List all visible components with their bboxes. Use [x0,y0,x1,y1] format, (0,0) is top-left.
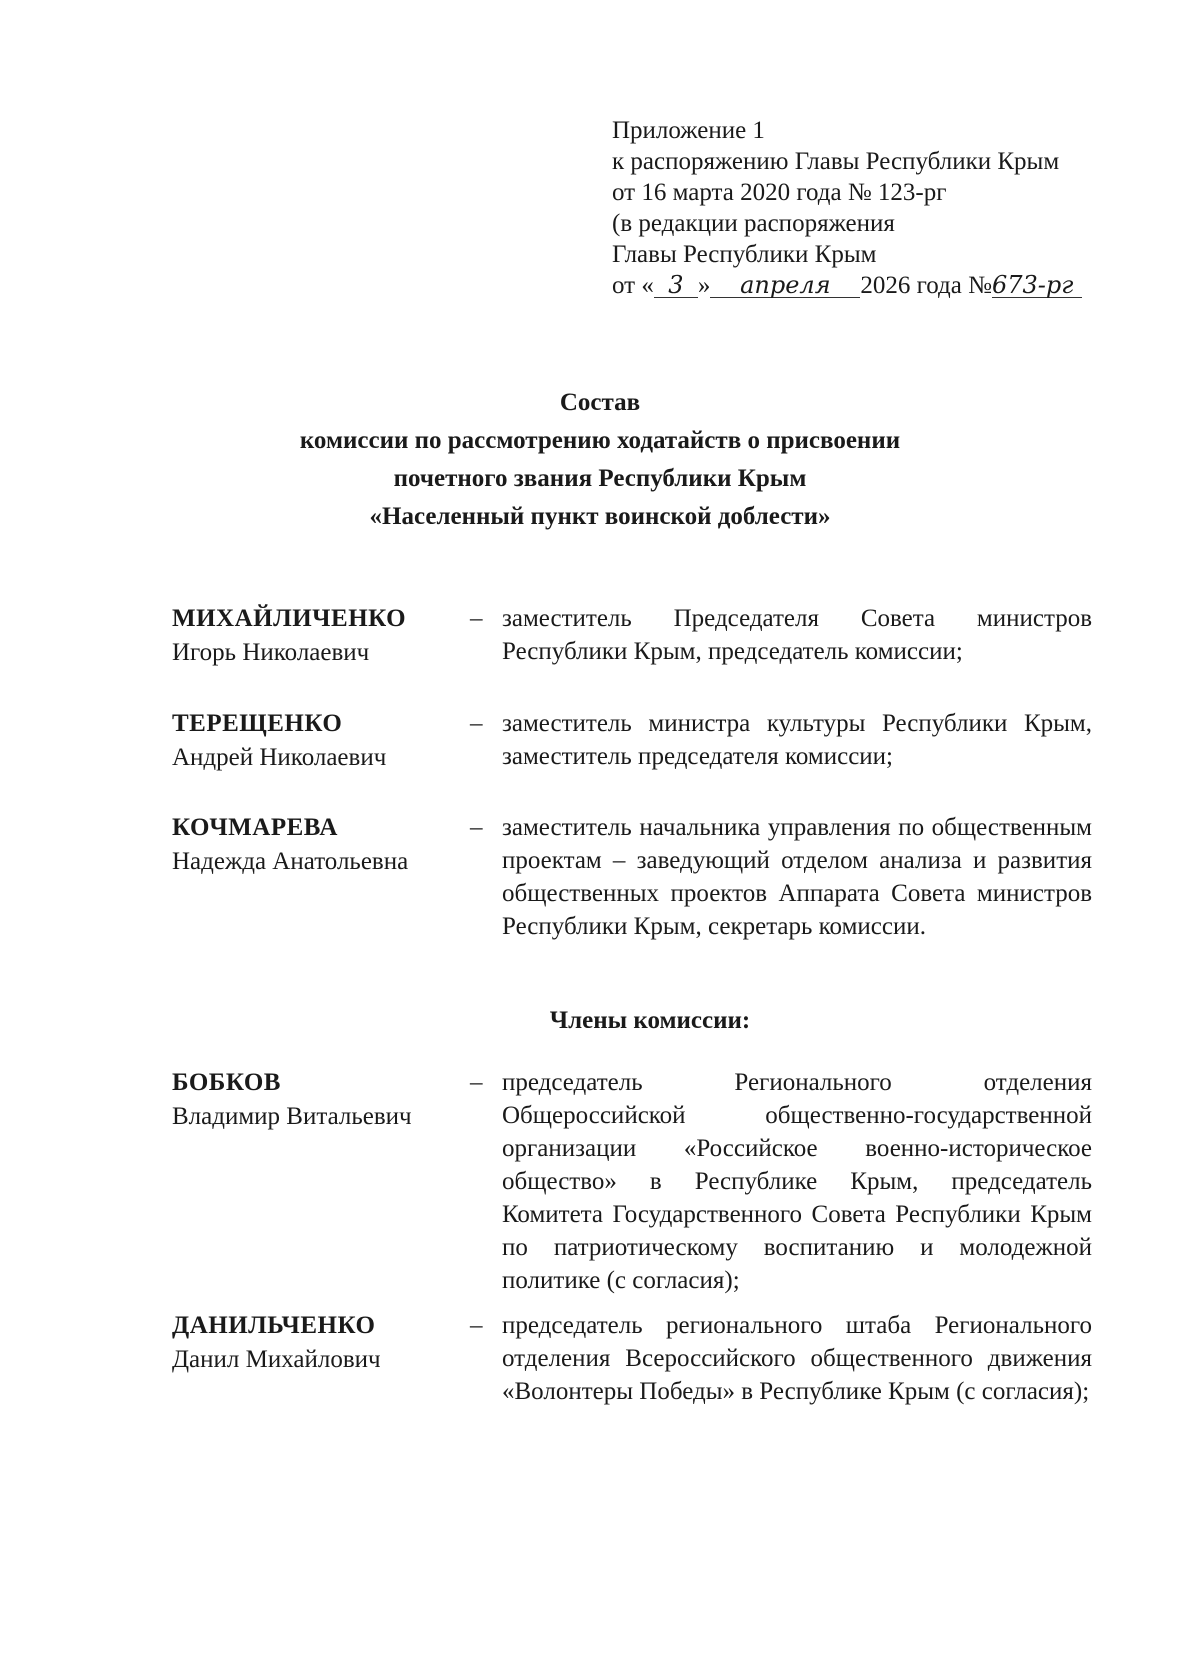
member-name [172,811,452,879]
member-surname: ТЕРЕЩЕНКО [172,710,343,737]
member-surname: МИХАЙЛИЧЕНКО [172,605,407,632]
member-role: председатель регионального штаба Регионального отделения Всероссийского общественного движения «Волонтеры Победы» в Республике Крым (с согласия); [502,1312,1092,1405]
title-line-2: комиссии по рассмотрению ходатайств о присвоении [299,427,901,454]
title-line-1: Состав [559,389,641,416]
members-heading: Члены комиссии: [549,1007,751,1034]
appendix-line-1: Приложение 1 [612,117,765,144]
date-prefix: от « [612,272,654,299]
member-role: председатель Регионального отделения Общероссийской общественно-государственной организации «Российское военно-историческое общество» в Республике Крым, председатель Комитета Государственного Совета Республики Крым по патриотическому воспитанию и молодежной политике (с согласия); [502,1069,1092,1294]
dash-separator: – [470,1069,483,1096]
member-given-name: Игорь Николаевич [172,639,370,666]
member-surname: ДАНИЛЬЧЕНКО [172,1312,376,1339]
member-given-name: Данил Михайлович [172,1346,381,1373]
member-surname: КОЧМАРЕВА [172,814,338,841]
appendix-line-4: (в редакции распоряжения [612,210,895,237]
date-mid: » [697,272,711,299]
handwritten-number: 673-рг [992,273,1082,298]
member-name [172,1066,452,1134]
dash-separator: – [470,710,483,737]
member-role: заместитель Председателя Совета министров Республики Крым, председатель комиссии; [502,605,1092,665]
document-title [0,384,1200,536]
appendix-date-line [612,270,1172,301]
member-name [172,602,452,670]
dash-separator: – [470,1312,483,1339]
member-role: заместитель начальника управления по общественным проектам – заведующий отделом анализа и развития общественных проектов Аппарата Совета министров Республики Крым, секретарь комиссии. [502,814,1092,940]
appendix-line-2: к распоряжению Главы Республики Крым [612,148,1060,175]
member-given-name: Андрей Николаевич [172,744,387,771]
dash-separator: – [470,814,483,841]
member-given-name: Владимир Витальевич [172,1103,412,1130]
appendix-line-5: Главы Республики Крым [612,241,877,268]
dash-separator: – [470,605,483,632]
member-name [172,1309,452,1377]
handwritten-month: апреля [710,273,860,298]
member-name [172,707,452,775]
member-surname: БОБКОВ [172,1069,281,1096]
appendix-line-3: от 16 марта 2020 года № 123-рг [612,179,947,206]
date-year: 2026 года № [860,272,992,299]
title-line-4: «Населенный пункт воинской доблести» [369,503,831,530]
title-line-3: почетного звания Республики Крым [393,465,807,492]
member-given-name: Надежда Анатольевна [172,848,409,875]
handwritten-day: 3 [654,273,698,298]
member-role: заместитель министра культуры Республики Крым, заместитель председателя комиссии; [502,710,1092,770]
appendix-reference [612,115,1172,301]
